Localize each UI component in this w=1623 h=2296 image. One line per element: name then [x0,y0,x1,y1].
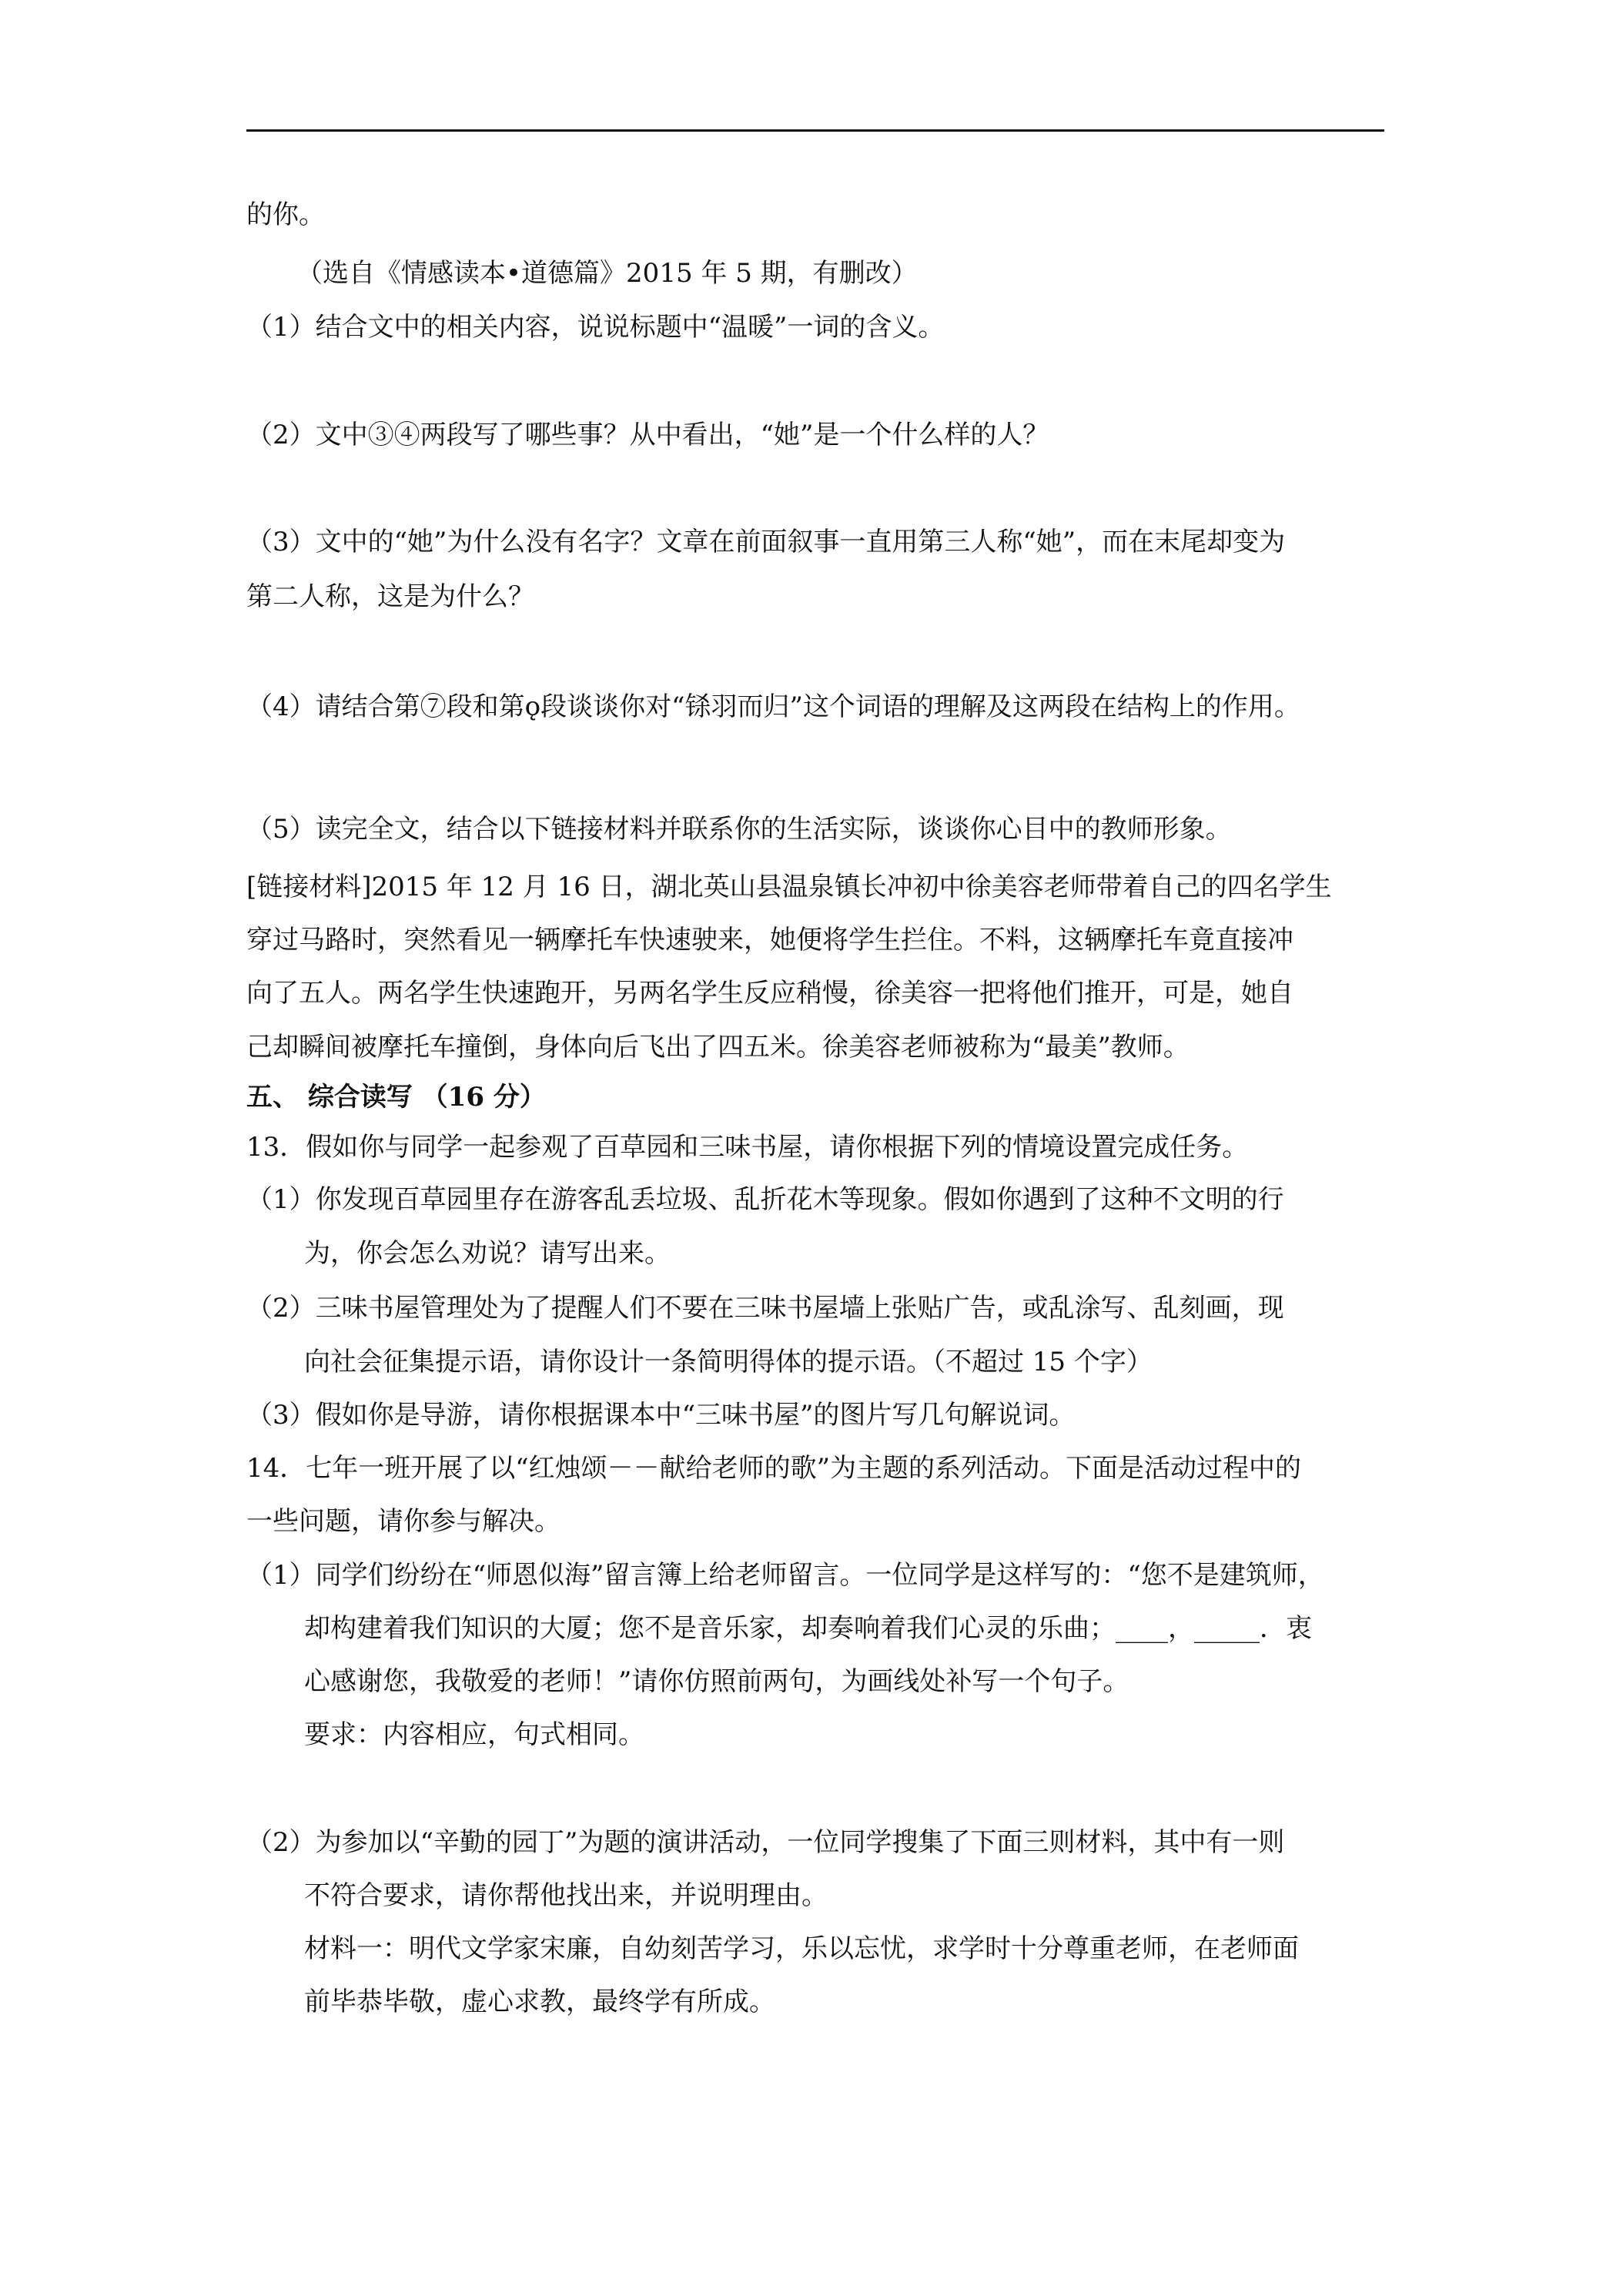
text-line: 为，你会怎么劝说？请写出来。 [304,1238,671,1269]
text-line: 心感谢您，我敬爱的老师！”请你仿照前两句，为画线处补写一个句子。 [304,1666,1129,1697]
question-3: （3）文中的“她”为什么没有名字？文章在前面叙事一直用第三人称“她”，而在末尾却变为 [246,527,1286,557]
text-line: 向了五人。两名学生快速跑开，另两名学生反应稍慢，徐美容一把将他们推开，可是，她自 [246,978,1293,1009]
text-line: 一些问题，请你参与解决。 [246,1506,561,1537]
text-line: 前毕恭毕敬，虚心求教，最终学有所成。 [304,1986,775,2017]
section-heading: 五、 综合读写 （16 分） [246,1082,546,1113]
question-1: （1）结合文中的相关内容，说说标题中“温暖”一词的含义。 [246,312,945,343]
question-5: （5）读完全文，结合以下链接材料并联系你的生活实际，谈谈你心目中的教师形象。 [246,814,1232,845]
subquestion: （3）假如你是导游，请你根据课本中“三味书屋”的图片写几句解说词。 [246,1400,1076,1431]
question-4: （4）请结合第⑦段和第ǫ段谈谈你对“铩羽而归”这个词语的理解及这两段在结构上的作用。 [246,691,1300,722]
header-rule [246,129,1384,132]
question-13: 13．假如你与同学一起参观了百草园和三味书屋，请你根据下列的情境设置完成任务。 [246,1132,1249,1163]
fill-blank-line: 却构建着我们知识的大厦；您不是音乐家，却奏响着我们心灵的乐曲；____，_____．衷 [304,1613,1312,1644]
question-14: 14．七年一班开展了以“红烛颂－－献给老师的歌”为主题的系列活动。下面是活动过程中的 [246,1453,1302,1484]
text-line: 不符合要求，请你帮他找出来，并说明理由。 [304,1880,828,1911]
subquestion: （2）三味书屋管理处为了提醒人们不要在三味书屋墙上张贴广告，或乱涂写、乱刻画，现 [246,1293,1284,1324]
text-line: 穿过马路时，突然看见一辆摩托车快速驶来，她便将学生拦住。不料，这辆摩托车竟直接冲 [246,925,1293,956]
subquestion: （1）你发现百草园里存在游客乱丢垃圾、乱折花木等现象。假如你遇到了这种不文明的行 [246,1184,1284,1215]
requirement: 要求：内容相应，句式相同。 [304,1719,644,1750]
material-one: 材料一：明代文学家宋廉，自幼刻苦学习，乐以忘忧，求学时十分尊重老师，在老师面 [304,1933,1299,1964]
subquestion: （2）为参加以“辛勤的园丁”为题的演讲活动，一位同学搜集了下面三则材料，其中有一则 [246,1827,1285,1858]
subquestion: （1）同学们纷纷在“师恩似海”留言簿上给老师留言。一位同学是这样写的：“您不是建筑师， [246,1560,1324,1591]
linked-material: [链接材料]2015 年 12 月 16 日，湖北英山县温泉镇长冲初中徐美容老师带着自己的四名学生 [246,872,1332,902]
text-line: 的你。 [246,199,325,230]
question-2: （2）文中③④两段写了哪些事？从中看出，“她”是一个什么样的人？ [246,420,1049,450]
source-citation: （选自《情感读本•道德篇》2015 年 5 期，有删改） [296,258,918,289]
text-line: 己却瞬间被摩托车撞倒，身体向后飞出了四五米。徐美容老师被称为“最美”教师。 [246,1032,1190,1063]
text-line: 向社会征集提示语，请你设计一条简明得体的提示语。（不超过 15 个字） [304,1347,1153,1377]
text-line: 第二人称，这是为什么？ [246,581,534,612]
